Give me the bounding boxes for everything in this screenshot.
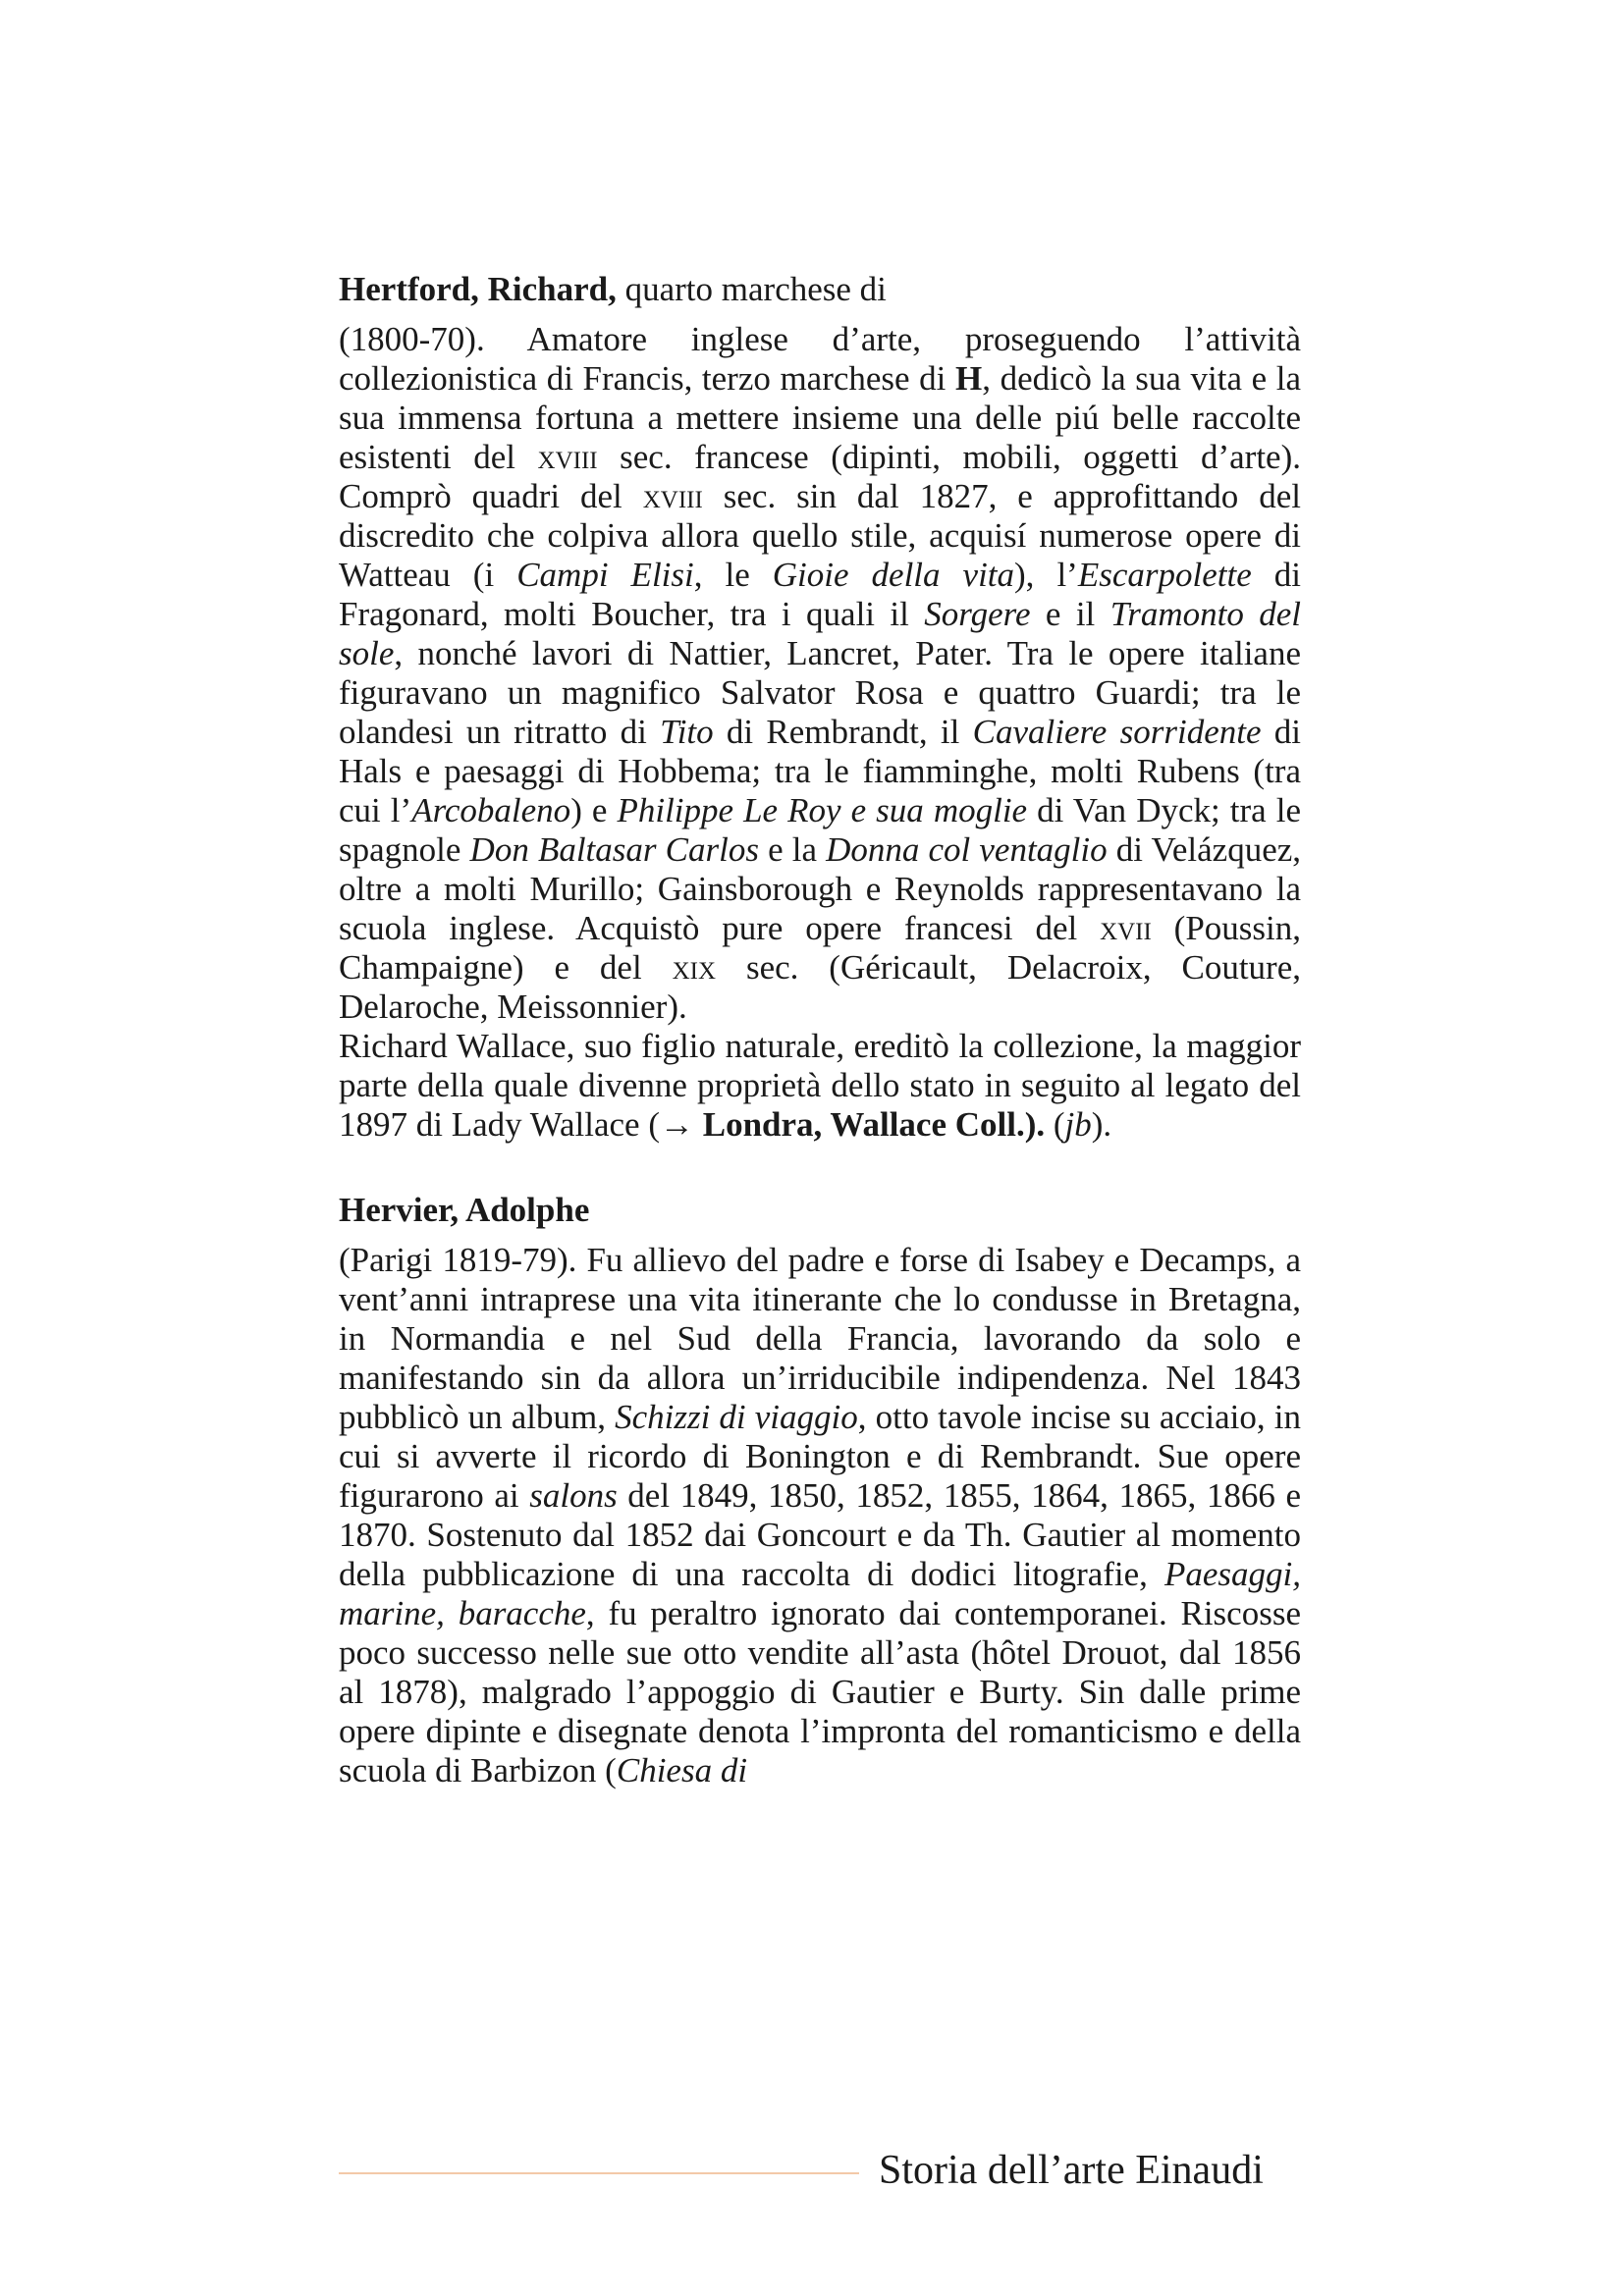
entry-heading: [339, 1188, 1301, 1233]
page-content: [339, 267, 1301, 1790]
entry-name-suffix: quarto marchese di: [616, 270, 887, 308]
footer-rule: [339, 2172, 859, 2174]
entry-paragraph: (Parigi 1819-79). Fu allievo del padre e forse di Isabey e Decamps, a vent’anni intraprese una vita itinerante che lo condusse in Bretagna, in Normandia e nel Sud della Francia, lavorando da solo e manifestando sin da allora un’irriducibile indipendenza. Nel 1843 pubblicò un album, Schizzi di viaggio, otto tavole incise su acciaio, in cui si avverte il ricordo di Bonington e di Rembrandt. Sue opere figurarono ai salons del 1849, 1850, 1852, 1855, 1864, 1865, 1866 e 1870. Sostenuto dal 1852 dai Goncourt e da Th. Gautier al momento della pubblicazione di una raccolta di dodici litografie, Paesaggi, marine, baracche, fu peraltro ignorato dai contemporanei. Riscosse poco successo nelle sue otto vendite all’asta (hôtel Drouot, dal 1856 al 1878), malgrado l’appoggio di Gautier e Burty. Sin dalle prime opere dipinte e disegnate denota l’impronta del romanticismo e della scuola di Barbizon (Chiesa di: [339, 1241, 1302, 1789]
entry-hertford: [339, 267, 1301, 1145]
entry-name: Hertford, Richard,: [339, 270, 617, 308]
entry-hervier: [339, 1188, 1301, 1790]
entry-separator: [339, 1145, 1301, 1188]
entry-paragraph: (1800-70). Amatore inglese d’arte, proseguendo l’attività collezionistica di Francis, terzo marchese di H, dedicò la sua vita e la sua immensa fortuna a mettere insieme una delle piú belle raccolte esistenti del xviii sec. francese (dipinti, mobili, oggetti d’arte). Comprò quadri del xviii sec. sin dal 1827, e approfittando del discredito che colpiva allora quello stile, acquisí numerose opere di Watteau (i Campi Elisi, le Gioie della vita), l’Escarpolette di Fragonard, molti Boucher, tra i quali il Sorgere e il Tramonto del sole, nonché lavori di Nattier, Lancret, Pater. Tra le opere italiane figuravano un magnifico Salvator Rosa e quattro Guardi; tra le olandesi un ritratto di Tito di Rembrandt, il Cavaliere sorridente di Hals e paesaggi di Hobbema; tra le fiamminghe, molti Rubens (tra cui l’Arcobaleno) e Philippe Le Roy e sua moglie di Van Dyck; tra le spagnole Don Baltasar Carlos e la Donna col ventaglio di Velázquez, oltre a molti Murillo; Gainsborough e Reynolds rappresentavano la scuola inglese. Acquistò pure opere francesi del xvii (Poussin, Champaigne) e del xix sec. (Géricault, Delacroix, Couture, Delaroche, Meissonnier).: [339, 320, 1302, 1026]
footer-title: Storia dell’arte Einaudi: [879, 2148, 1264, 2193]
entry-heading: [339, 267, 1301, 312]
entry-paragraph: Richard Wallace, suo figlio naturale, ereditò la collezione, la maggior parte della quale divenne proprietà dello stato in seguito al legato del 1897 di Lady Wallace (→ Londra, Wallace Coll.). (jb).: [339, 1027, 1301, 1144]
entry-name: Hervier, Adolphe: [339, 1191, 590, 1229]
